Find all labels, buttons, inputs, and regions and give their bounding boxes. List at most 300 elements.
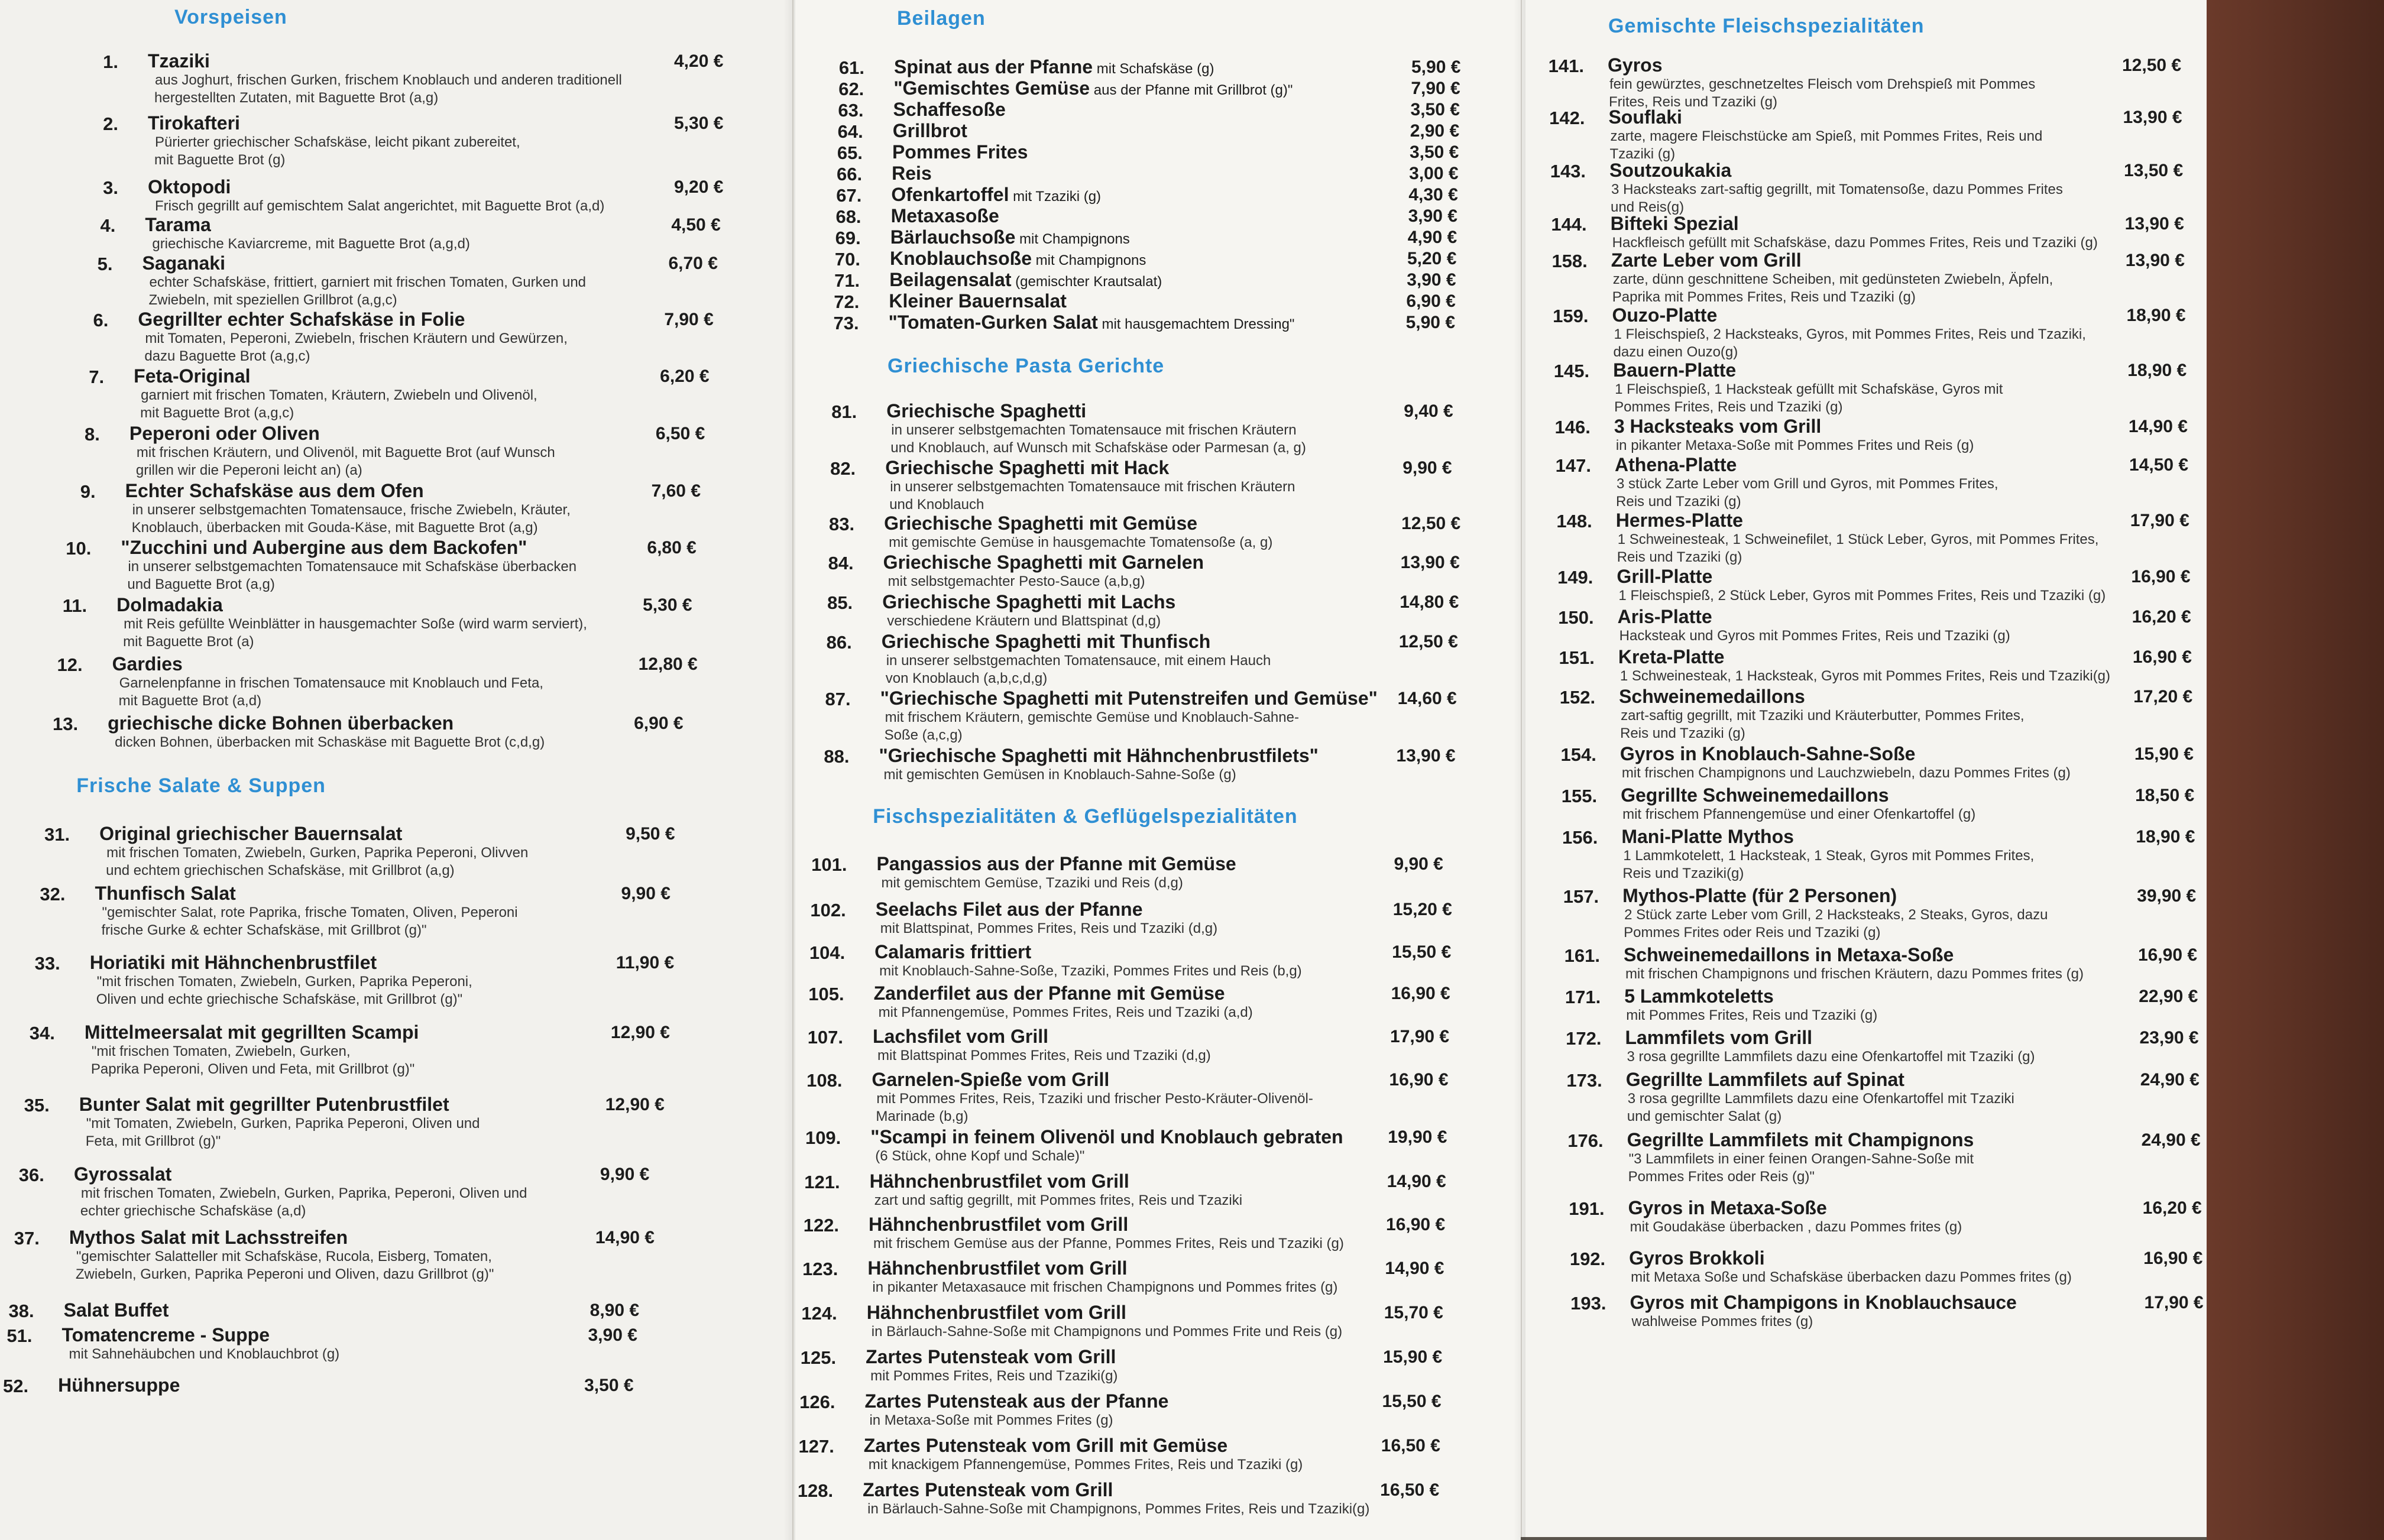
item-number: 101. bbox=[811, 854, 847, 875]
item-number: 85. bbox=[827, 592, 853, 613]
item-description: Garnelenpfanne in frischen Tomatensauce mit Knoblauch und Feta, bbox=[119, 675, 543, 691]
item-description: in unserer selbstgemachten Tomatensauce, frische Zwiebeln, Kräuter, bbox=[132, 502, 571, 518]
item-number: 61. bbox=[838, 57, 864, 78]
item-description: Marinade (b,g) bbox=[876, 1108, 968, 1124]
item-price: 14,50 € bbox=[2129, 455, 2189, 475]
item-note: mit Champignons bbox=[1031, 252, 1146, 268]
item-price: 14,60 € bbox=[1397, 689, 1457, 708]
item-number: 123. bbox=[802, 1259, 838, 1279]
item-price: 14,90 € bbox=[1387, 1172, 1446, 1191]
item-number: 158. bbox=[1551, 251, 1588, 271]
item-name: Aris-Platte bbox=[1617, 606, 1712, 627]
item-description: und Knoblauch bbox=[889, 497, 984, 513]
item-number: 141. bbox=[1548, 56, 1584, 76]
item-price: 16,50 € bbox=[1380, 1480, 1440, 1500]
section-heading: Gemischte Fleischspezialitäten bbox=[1608, 15, 1925, 37]
item-price: 6,70 € bbox=[668, 254, 718, 273]
item-number: 125. bbox=[800, 1347, 837, 1368]
item-price: 9,40 € bbox=[1404, 401, 1453, 421]
item-description: "3 Lammfilets in einer feinen Orangen-Sahne-Soße mit bbox=[1628, 1151, 1974, 1167]
item-number: 7. bbox=[89, 367, 105, 387]
item-description: und Reis(g) bbox=[1611, 199, 1685, 215]
item-price: 39,90 € bbox=[2137, 886, 2197, 906]
item-description: und echtem griechischen Schafskäse, mit Grillbrot (a,g) bbox=[106, 863, 455, 878]
item-note: mit hausgemachtem Dressing" bbox=[1097, 316, 1295, 332]
item-name: Mittelmeersalat mit gegrillten Scampi bbox=[84, 1022, 419, 1043]
item-price: 17,20 € bbox=[2133, 687, 2193, 706]
item-number: 193. bbox=[1570, 1293, 1606, 1314]
item-number: 81. bbox=[831, 401, 857, 422]
item-price: 23,90 € bbox=[2139, 1028, 2199, 1048]
item-number: 66. bbox=[837, 164, 863, 184]
item-number: 72. bbox=[834, 291, 860, 312]
item-description: mit Blattspinat, Pommes Frites, Reis und Tzaziki (d,g) bbox=[880, 920, 1218, 936]
item-price: 3,50 € bbox=[1409, 142, 1459, 162]
item-price: 13,90 € bbox=[2123, 108, 2182, 127]
item-price: 3,90 € bbox=[588, 1325, 637, 1345]
item-price: 9,20 € bbox=[674, 177, 724, 197]
item-price: 18,90 € bbox=[2126, 306, 2186, 325]
item-number: 145. bbox=[1553, 361, 1590, 381]
item-name: Griechische Spaghetti mit Hack bbox=[885, 457, 1170, 478]
item-description: "mit Tomaten, Zwiebeln, Gurken, Paprika Peperoni, Oliven und bbox=[86, 1116, 480, 1132]
item-description: in unserer selbstgemachten Tomatensauce mit frischen Kräutern bbox=[891, 422, 1297, 438]
item-name: Zanderfilet aus der Pfanne mit Gemüse bbox=[873, 983, 1225, 1004]
item-name: "Zucchini und Aubergine aus dem Backofen" bbox=[121, 537, 527, 558]
item-number: 6. bbox=[93, 310, 109, 330]
item-number: 82. bbox=[830, 458, 856, 479]
item-name: Griechische Spaghetti mit Garnelen bbox=[883, 552, 1204, 573]
item-name: Griechische Spaghetti mit Gemüse bbox=[884, 513, 1198, 534]
item-price: 5,30 € bbox=[643, 595, 692, 615]
item-number: 36. bbox=[18, 1165, 44, 1185]
item-price: 15,20 € bbox=[1392, 900, 1452, 919]
item-number: 143. bbox=[1550, 161, 1586, 181]
item-description: 3 rosa gegrillte Lammfilets dazu eine Ofenkartoffel mit Tzaziki (g) bbox=[1627, 1049, 2035, 1065]
item-description: Oliven und echte griechische Schafskäse, mit Grillbrot (g)" bbox=[96, 991, 463, 1007]
item-price: 13,90 € bbox=[1400, 553, 1460, 572]
item-price: 15,50 € bbox=[1392, 942, 1452, 962]
item-number: 150. bbox=[1558, 607, 1594, 628]
item-name: Gegrillte Lammfilets auf Spinat bbox=[1625, 1069, 1904, 1090]
item-name: Bärlauchsoße bbox=[890, 226, 1016, 248]
item-number: 173. bbox=[1566, 1070, 1602, 1091]
item-description: Frites, Reis und Tzaziki (g) bbox=[1609, 94, 1777, 110]
item-name: Hühnersuppe bbox=[58, 1374, 180, 1396]
item-price: 2,90 € bbox=[1410, 121, 1460, 141]
item-name: Gyros in Metaxa-Soße bbox=[1628, 1197, 1827, 1218]
item-number: 154. bbox=[1560, 744, 1596, 765]
item-description: Pommes Frites oder Reis und Tzaziki (g) bbox=[1624, 925, 1881, 941]
item-name: 3 Hacksteaks vom Grill bbox=[1614, 416, 1822, 437]
item-name: Tirokafteri bbox=[148, 112, 240, 134]
item-description: garniert mit frischen Tomaten, Kräutern, Zwiebeln und Olivenöl, bbox=[141, 387, 537, 403]
item-number: 84. bbox=[828, 553, 854, 573]
paper-fold bbox=[783, 0, 795, 1540]
item-name: Zartes Putensteak vom Grill bbox=[863, 1479, 1113, 1500]
item-number: 2. bbox=[103, 114, 118, 134]
item-description: zart-saftig gegrillt, mit Tzaziki und Kräuterbutter, Pommes Frites, bbox=[1621, 708, 2025, 724]
item-description: Knoblauch, überbacken mit Gouda-Käse, mit Baguette Brot (a,g) bbox=[131, 520, 538, 536]
item-name: Hähnchenbrustfilet vom Grill bbox=[867, 1257, 1128, 1279]
item-name: Mani-Platte Mythos bbox=[1621, 826, 1794, 847]
item-description: und gemischter Salat (g) bbox=[1627, 1108, 1782, 1124]
item-price: 12,50 € bbox=[1398, 632, 1458, 651]
item-number: 105. bbox=[808, 984, 844, 1004]
item-price: 12,90 € bbox=[605, 1095, 665, 1114]
item-number: 127. bbox=[798, 1436, 834, 1457]
item-price: 22,90 € bbox=[2139, 987, 2198, 1006]
item-description: in unserer selbstgemachten Tomatensauce mit Schafskäse überbacken bbox=[128, 559, 577, 575]
item-number: 83. bbox=[829, 514, 855, 534]
item-price: 13,50 € bbox=[2124, 161, 2184, 180]
item-description: Paprika Peperoni, Oliven und Feta, mit Grillbrot (g)" bbox=[90, 1061, 415, 1077]
item-description: mit Goudakäse überbacken , dazu Pommes frites (g) bbox=[1630, 1219, 1962, 1235]
item-description: mit gemischten Gemüsen in Knoblauch-Sahne-Soße (g) bbox=[883, 767, 1236, 783]
item-description: mit Pfannengemüse, Pommes Frites, Reis und Tzaziki (a,d) bbox=[878, 1004, 1253, 1020]
item-description: grillen wir die Peperoni leicht an) (a) bbox=[135, 462, 362, 478]
item-description: 1 Schweinesteak, 1 Hacksteak, Gyros mit Pommes Frites, Reis und Tzaziki(g) bbox=[1619, 668, 2111, 684]
item-description: "gemischter Salatteller mit Schafskäse, Rucola, Eisberg, Tomaten, bbox=[76, 1249, 492, 1265]
item-price: 16,90 € bbox=[1391, 984, 1450, 1003]
item-name: Oktopodi bbox=[148, 176, 231, 197]
item-price: 12,50 € bbox=[1401, 514, 1461, 533]
item-description: zart und saftig gegrillt, mit Pommes frites, Reis und Tzaziki bbox=[874, 1192, 1243, 1208]
item-description: mit Pommes Frites, Reis und Tzaziki (g) bbox=[1626, 1007, 1878, 1023]
item-price: 6,20 € bbox=[660, 367, 710, 386]
item-price: 17,90 € bbox=[1390, 1027, 1450, 1046]
item-description: mit Baguette Brot (g) bbox=[154, 152, 286, 168]
item-price: 7,60 € bbox=[651, 481, 701, 501]
item-price: 9,90 € bbox=[621, 884, 670, 903]
item-number: 3. bbox=[103, 177, 118, 198]
section-heading: Beilagen bbox=[897, 7, 986, 30]
item-description: in unserer selbstgemachten Tomatensauce mit frischen Kräutern bbox=[890, 479, 1295, 495]
item-price: 19,90 € bbox=[1388, 1127, 1447, 1147]
item-note: mit Tzaziki (g) bbox=[1009, 189, 1102, 205]
item-description: Tzaziki (g) bbox=[1609, 146, 1676, 162]
item-name: Gyros Brokkoli bbox=[1629, 1247, 1765, 1269]
item-number: 35. bbox=[24, 1095, 50, 1116]
item-name: Mythos-Platte (für 2 Personen) bbox=[1622, 885, 1897, 906]
item-description: mit frischen Kräutern, und Olivenöl, mit Baguette Brot (auf Wunsch bbox=[136, 445, 555, 461]
item-description: mit gemischte Gemüse in hausgemachte Tomatensoße (a, g) bbox=[889, 534, 1273, 550]
item-price: 5,30 € bbox=[674, 114, 724, 133]
item-name: Tarama bbox=[145, 214, 211, 235]
item-name: Schweinemedaillons in Metaxa-Soße bbox=[1623, 944, 1954, 965]
item-description: 1 Schweinesteak, 1 Schweinefilet, 1 Stück Leber, Gyros, mit Pommes Frites, bbox=[1617, 531, 2099, 547]
item-name: Griechische Spaghetti bbox=[886, 400, 1087, 422]
item-number: 31. bbox=[44, 824, 70, 845]
item-number: 104. bbox=[809, 942, 846, 963]
item-number: 192. bbox=[1569, 1249, 1606, 1269]
item-description: 3 rosa gegrillte Lammfilets dazu eine Ofenkartoffel mit Tzaziki bbox=[1627, 1091, 2014, 1107]
item-description: "mit frischen Tomaten, Zwiebeln, Gurken, Paprika Peperoni, bbox=[96, 974, 472, 990]
item-name: "Griechische Spaghetti mit Putenstreifen und Gemüse" bbox=[880, 688, 1378, 709]
item-number: 34. bbox=[29, 1023, 55, 1043]
item-name: "Scampi in feinem Olivenöl und Knoblauch gebraten bbox=[870, 1126, 1343, 1147]
item-name: Grillbrot bbox=[892, 120, 967, 141]
item-name: Feta-Original bbox=[134, 365, 251, 387]
item-name: Pommes Frites bbox=[892, 141, 1028, 163]
item-name: Zarte Leber vom Grill bbox=[1611, 249, 1802, 271]
item-name: Salat Buffet bbox=[63, 1299, 169, 1321]
item-price: 5,20 € bbox=[1407, 249, 1457, 268]
item-number: 70. bbox=[834, 249, 860, 270]
item-name: Gyros mit Champigons in Knoblauchsauce bbox=[1630, 1292, 2017, 1313]
item-price: 13,90 € bbox=[2125, 251, 2185, 270]
item-name: Beilagensalat bbox=[889, 269, 1012, 290]
item-number: 65. bbox=[837, 142, 863, 163]
item-name: Tzaziki bbox=[148, 50, 210, 72]
item-number: 126. bbox=[799, 1392, 835, 1412]
item-name: Metaxasoße bbox=[890, 205, 999, 226]
item-number: 1. bbox=[103, 51, 118, 72]
item-description: mit Baguette Brot (a,g,c) bbox=[140, 405, 294, 421]
item-number: 5. bbox=[97, 254, 113, 274]
item-description: dazu Baguette Brot (a,g,c) bbox=[144, 348, 310, 364]
item-description: Feta, mit Grillbrot (g)" bbox=[85, 1133, 221, 1149]
item-name: Gyros in Knoblauch-Sahne-Soße bbox=[1619, 743, 1916, 764]
item-price: 7,90 € bbox=[664, 310, 714, 329]
item-name: Lachsfilet vom Grill bbox=[873, 1026, 1048, 1047]
item-description: mit selbstgemachter Pesto-Sauce (a,b,g) bbox=[887, 573, 1145, 589]
item-note: mit Champignons bbox=[1015, 231, 1130, 247]
item-name: Gyros bbox=[1608, 54, 1663, 76]
item-description: Zwiebeln, Gurken, Paprika Peperoni und Oliven, dazu Grillbrot (g)" bbox=[75, 1266, 494, 1282]
item-number: 87. bbox=[825, 689, 851, 709]
item-number: 4. bbox=[100, 215, 116, 236]
item-price: 16,90 € bbox=[2131, 567, 2191, 586]
item-number: 124. bbox=[801, 1303, 837, 1324]
item-name: Griechische Spaghetti mit Lachs bbox=[882, 591, 1176, 612]
item-number: 146. bbox=[1554, 417, 1591, 437]
item-description: mit frischem Pfannengemüse und einer Ofenkartoffel (g) bbox=[1622, 806, 1976, 822]
item-description: 1 Fleischspieß, 2 Stück Leber, Gyros mit Pommes Frites, Reis und Tzaziki (g) bbox=[1618, 588, 2106, 604]
item-price: 18,50 € bbox=[2135, 786, 2195, 805]
item-name: Zartes Putensteak aus der Pfanne bbox=[864, 1390, 1169, 1412]
item-name: Pangassios aus der Pfanne mit Gemüse bbox=[876, 853, 1236, 874]
item-name: Zartes Putensteak vom Grill bbox=[866, 1346, 1116, 1367]
item-number: 52. bbox=[3, 1376, 29, 1396]
item-description: mit frischen Champignons und frischen Kräutern, dazu Pommes frites (g) bbox=[1625, 966, 2084, 982]
item-number: 121. bbox=[804, 1172, 840, 1192]
item-name: Gegrillte Schweinemedaillons bbox=[1621, 784, 1889, 806]
item-price: 3,50 € bbox=[1410, 100, 1460, 119]
item-price: 7,90 € bbox=[1411, 79, 1460, 98]
item-number: 191. bbox=[1569, 1198, 1605, 1219]
item-number: 171. bbox=[1564, 987, 1601, 1007]
item-price: 8,90 € bbox=[589, 1301, 640, 1320]
item-description: hergestellten Zutaten, mit Baguette Brot (a,g) bbox=[154, 90, 439, 106]
section-heading: Frische Salate & Suppen bbox=[76, 774, 326, 797]
item-description: 2 Stück zarte Leber vom Grill, 2 Hacksteaks, 2 Steaks, Gyros, dazu bbox=[1624, 907, 2048, 923]
item-number: 108. bbox=[806, 1070, 843, 1091]
item-description: griechische Kaviarcreme, mit Baguette Brot (a,g,d) bbox=[152, 236, 470, 252]
item-price: 15,50 € bbox=[1382, 1392, 1442, 1411]
item-price: 14,90 € bbox=[1385, 1259, 1444, 1278]
item-name: Gyrossalat bbox=[73, 1163, 172, 1185]
item-description: wahlweise Pommes frites (g) bbox=[1631, 1314, 1813, 1330]
item-name: Horiatiki mit Hähnchenbrustfilet bbox=[89, 952, 377, 973]
item-number: 32. bbox=[40, 884, 66, 904]
item-name: Hähnchenbrustfilet vom Grill bbox=[869, 1214, 1129, 1235]
item-price: 5,90 € bbox=[1411, 57, 1461, 77]
item-number: 86. bbox=[826, 632, 852, 653]
item-price: 18,90 € bbox=[2127, 361, 2187, 380]
item-description: frische Gurke & echter Schafskäse, mit Grillbrot (g)" bbox=[101, 922, 427, 938]
item-price: 15,90 € bbox=[1383, 1347, 1443, 1367]
item-description: mit frischen Tomaten, Zwiebeln, Gurken, Paprika Peperoni, Olivven bbox=[106, 845, 529, 861]
item-price: 17,90 € bbox=[2144, 1293, 2204, 1312]
item-number: 172. bbox=[1566, 1028, 1602, 1049]
item-description: in Bärlauch-Sahne-Soße mit Champignons und Pommes Frite und Reis (g) bbox=[871, 1324, 1343, 1340]
item-description: mit Tomaten, Peperoni, Zwiebeln, frischen Kräutern und Gewürzen, bbox=[145, 330, 568, 346]
item-description: aus Joghurt, frischen Gurken, frischem Knoblauch und anderen traditionell bbox=[155, 72, 622, 88]
item-description: in Bärlauch-Sahne-Soße mit Champignons, Pommes Frites, Reis und Tzaziki(g) bbox=[867, 1501, 1370, 1517]
item-price: 16,20 € bbox=[2132, 607, 2191, 627]
item-description: mit frischen Champignons und Lauchzwiebeln, dazu Pommes Frites (g) bbox=[1621, 765, 2071, 781]
item-description: dazu einen Ouzo(g) bbox=[1613, 344, 1738, 360]
item-number: 148. bbox=[1556, 511, 1592, 531]
item-description: Reis und Tzaziki (g) bbox=[1620, 725, 1745, 741]
item-name: Bauern-Platte bbox=[1613, 359, 1737, 381]
item-name: Gegrillter echter Schafskäse in Folie bbox=[138, 309, 465, 330]
item-number: 88. bbox=[824, 746, 850, 767]
item-price: 11,90 € bbox=[616, 953, 675, 972]
item-description: (6 Stück, ohne Kopf und Schale)" bbox=[875, 1148, 1085, 1164]
item-price: 3,50 € bbox=[584, 1376, 634, 1395]
item-description: mit frischen Tomaten, Zwiebeln, Gurken, Paprika, Peperoni, Oliven und bbox=[80, 1185, 527, 1201]
item-price: 6,90 € bbox=[1406, 291, 1456, 311]
item-name: Kreta-Platte bbox=[1618, 646, 1725, 667]
item-description: Pommes Frites, Reis und Tzaziki (g) bbox=[1614, 399, 1843, 415]
item-name: 5 Lammkoteletts bbox=[1624, 985, 1774, 1007]
item-price: 12,80 € bbox=[638, 654, 698, 674]
item-name: Hähnchenbrustfilet vom Grill bbox=[866, 1302, 1126, 1323]
item-name: Garnelen-Spieße vom Grill bbox=[872, 1069, 1110, 1090]
item-price: 14,90 € bbox=[2128, 417, 2188, 436]
item-price: 6,50 € bbox=[655, 424, 705, 443]
item-price: 13,90 € bbox=[1396, 746, 1456, 766]
item-description: von Knoblauch (a,b,c,d,g) bbox=[885, 670, 1048, 686]
item-number: 33. bbox=[34, 953, 60, 974]
item-price: 14,80 € bbox=[1400, 592, 1459, 612]
item-price: 17,90 € bbox=[2130, 511, 2189, 530]
item-number: 149. bbox=[1557, 567, 1593, 588]
item-price: 18,90 € bbox=[2136, 827, 2195, 847]
item-name: Kleiner Bauernsalat bbox=[889, 290, 1067, 312]
item-description: echter Schafskäse, frittiert, garniert mit frischen Tomaten, Gurken und bbox=[149, 274, 587, 290]
item-description: in Metaxa-Soße mit Pommes Frites (g) bbox=[869, 1412, 1113, 1428]
item-description: mit Pommes Frites, Reis und Tzaziki(g) bbox=[870, 1368, 1118, 1384]
item-description: mit knackigem Pfannengemüse, Pommes Frites, Reis und Tzaziki (g) bbox=[868, 1457, 1303, 1473]
item-price: 12,90 € bbox=[610, 1023, 670, 1042]
item-description: mit Baguette Brot (a,d) bbox=[118, 693, 262, 709]
item-number: 67. bbox=[836, 185, 862, 206]
item-name: Peperoni oder Oliven bbox=[129, 423, 320, 444]
item-number: 157. bbox=[1563, 886, 1599, 907]
item-price: 12,50 € bbox=[2122, 56, 2182, 75]
item-name: Schaffesoße bbox=[893, 99, 1006, 120]
item-description: Zwiebeln, mit speziellen Grillbrot (a,g,c) bbox=[148, 292, 397, 308]
item-description: in pikanter Metaxa-Soße mit Pommes Frites und Reis (g) bbox=[1615, 437, 1974, 453]
section-heading: Griechische Pasta Gerichte bbox=[887, 355, 1165, 377]
item-price: 16,90 € bbox=[2143, 1249, 2203, 1268]
item-name: Saganaki bbox=[142, 252, 225, 274]
item-number: 73. bbox=[833, 313, 859, 333]
item-description: Hacksteak und Gyros mit Pommes Frites, Reis und Tzaziki (g) bbox=[1619, 628, 2010, 644]
item-price: 6,90 € bbox=[634, 714, 684, 733]
item-number: 176. bbox=[1567, 1130, 1604, 1151]
item-description: 1 Lammkotelett, 1 Hacksteak, 1 Steak, Gyros mit Pommes Frites, bbox=[1623, 848, 2035, 864]
item-description: dicken Bohnen, überbacken mit Schaskäse mit Baguette Brot (c,d,g) bbox=[115, 734, 545, 750]
item-name: Echter Schafskäse aus dem Ofen bbox=[125, 480, 424, 501]
item-number: 68. bbox=[835, 206, 861, 227]
menu-panel-right bbox=[1521, 0, 2207, 1537]
item-number: 51. bbox=[7, 1325, 33, 1346]
item-number: 12. bbox=[57, 654, 83, 675]
item-price: 24,90 € bbox=[2141, 1130, 2201, 1150]
item-description: mit Pommes Frites, Reis, Tzaziki und frischer Pesto-Kräuter-Olivenöl- bbox=[876, 1091, 1313, 1107]
table-surface-right bbox=[2207, 0, 2384, 1540]
item-price: 4,30 € bbox=[1408, 185, 1458, 205]
item-price: 16,50 € bbox=[1381, 1436, 1440, 1455]
item-description: verschiedene Kräutern und Blattspinat (d,g) bbox=[887, 613, 1161, 629]
item-name: Griechische Spaghetti mit Thunfisch bbox=[881, 631, 1211, 652]
item-description: Reis und Tzaziki (g) bbox=[1617, 549, 1742, 565]
item-number: 156. bbox=[1562, 827, 1598, 848]
item-name: Knoblauchsoße bbox=[889, 248, 1032, 269]
item-name: Lammfilets vom Grill bbox=[1625, 1027, 1812, 1048]
item-description: "gemischter Salat, rote Paprika, frische Tomaten, Oliven, Peperoni bbox=[102, 904, 518, 920]
item-description: in unserer selbstgemachten Tomatensauce, mit einem Hauch bbox=[886, 653, 1271, 669]
item-price: 13,90 € bbox=[2124, 214, 2184, 234]
item-name: Reis bbox=[892, 163, 932, 184]
item-number: 159. bbox=[1553, 306, 1589, 326]
item-description: Pürierter griechischer Schafskäse, leicht pikant zubereitet, bbox=[155, 134, 520, 150]
item-price: 4,50 € bbox=[671, 215, 721, 235]
item-number: 8. bbox=[85, 424, 100, 445]
item-name: Soutzoukakia bbox=[1609, 160, 1732, 181]
item-name: Seelachs Filet aus der Pfanne bbox=[875, 899, 1143, 920]
item-description: Soße (a,c,g) bbox=[884, 727, 963, 743]
item-price: 16,90 € bbox=[2132, 647, 2192, 667]
item-description: mit gemischtem Gemüse, Tzaziki und Reis (d,g) bbox=[881, 875, 1183, 891]
item-description: mit Sahnehäubchen und Knoblauchbrot (g) bbox=[69, 1346, 340, 1362]
item-description: 3 stück Zarte Leber vom Grill und Gyros, mit Pommes Frites, bbox=[1617, 476, 1998, 492]
item-number: 151. bbox=[1559, 647, 1595, 668]
item-description: mit frischem Kräutern, gemischte Gemüse und Knoblauch-Sahne- bbox=[885, 709, 1299, 725]
item-number: 9. bbox=[80, 481, 96, 502]
item-price: 3,00 € bbox=[1409, 164, 1459, 183]
item-price: 16,20 € bbox=[2142, 1198, 2202, 1218]
item-name: Athena-Platte bbox=[1615, 454, 1737, 475]
item-description: und Baguette Brot (a,g) bbox=[127, 576, 275, 592]
item-description: zarte, magere Fleischstücke am Spieß, mit Pommes Frites, Reis und bbox=[1610, 128, 2043, 144]
item-price: 9,90 € bbox=[600, 1165, 650, 1184]
item-name: Bunter Salat mit gegrillter Putenbrustfilet bbox=[79, 1094, 449, 1115]
item-number: 147. bbox=[1555, 455, 1592, 476]
item-number: 109. bbox=[805, 1127, 841, 1148]
item-name: Spinat aus der Pfanne bbox=[894, 56, 1093, 77]
item-description: zarte, dünn geschnittene Scheiben, mit gedünsteten Zwiebeln, Äpfeln, bbox=[1612, 271, 2053, 287]
item-number: 64. bbox=[837, 121, 863, 142]
item-description: Paprika mit Pommes Frites, Reis und Tzaziki (g) bbox=[1612, 289, 1916, 305]
item-price: 15,70 € bbox=[1384, 1303, 1443, 1322]
item-name: Schweinemedaillons bbox=[1619, 686, 1805, 707]
item-price: 4,20 € bbox=[674, 51, 724, 71]
